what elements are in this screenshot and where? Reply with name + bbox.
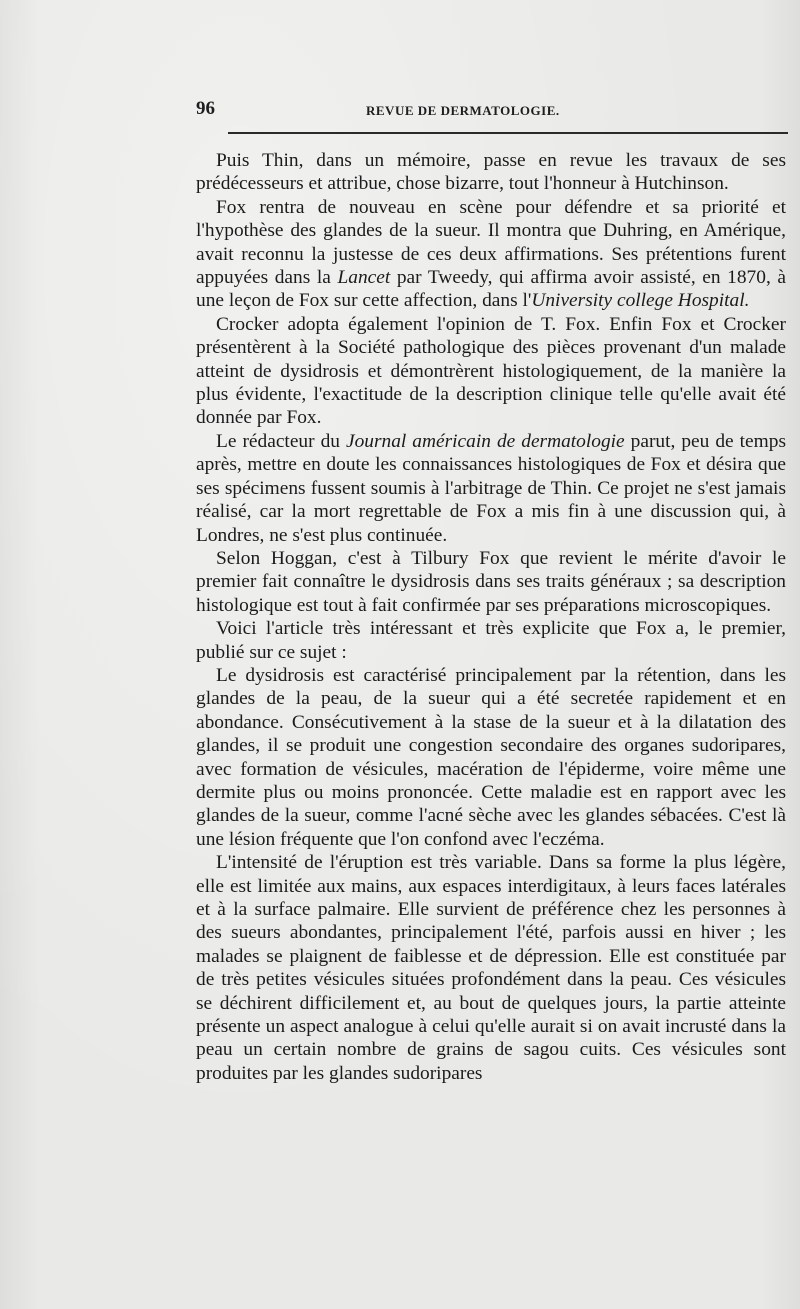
running-head xyxy=(196,98,786,124)
body-text xyxy=(196,149,786,1085)
paragraph-2-text-a: Fox rentra de nouveau en scène pour défendre et sa priorité et l'hypothèse des glandes de la sueur. Il montra que Duhring, en Amérique, avait reconnu la justesse de ces deux affirmations. Ses prétentions furent appuyées dans la xyxy=(196,196,786,289)
paragraph-8: L'intensité de l'éruption est très variable. Dans sa forme la plus légère, elle est limitée aux mains, aux espaces interdigitaux, à leurs faces latérales et à la surface palmaire. Elle survient de préférence chez les personnes à des sueurs abondantes, principalement l'été, parfois aussi en hiver ; les malades se plaignent de faiblesse et de dépression. Elle est constituée par de très petites vésicules situées profondément dans la peau. Ces vésicules se déchirent difficilement et, au bout de quelques jours, la partie atteinte présente un aspect analogue à celui qu'elle aurait si on avait incrusté dans la peau un certain nombre de grains de sagou cuits. Ces vésicules sont produites par les glandes sudoripares xyxy=(196,852,786,1084)
paragraph-2-text-b: par Tweedy, qui affirma avoir assisté, en 1870, à une leçon de Fox sur cette affection, dans l' xyxy=(196,267,786,312)
paragraph-4-text-b: parut, peu de temps après, mettre en doute les connaissances histologiques de Fox et désira que ses spécimens fussent soumis à l'arbitrage de Thin. Ce projet ne s'est jamais réalisé, car la mort regrettable de Fox a mis fin à une discussion qui, à Londres, ne s'est plus continuée. xyxy=(196,430,786,546)
lancet-title: Lancet xyxy=(337,267,391,289)
paragraph-1: Puis Thin, dans un mémoire, passe en revue les travaux de ses prédécesseurs et attribue, chose bizarre, tout l'honneur à Hutchinson. xyxy=(196,150,786,195)
paragraph-5: Selon Hoggan, c'est à Tilbury Fox que revient le mérite d'avoir le premier fait connaître le dysidrosis dans ses traits généraux ; sa description histologique est tout à fait confirmée par ses préparations microscopiques. xyxy=(196,547,786,616)
journal-title: REVUE DE DERMATOLOGIE. xyxy=(366,103,560,118)
paragraph-6: Voici l'article très intéressant et très explicite que Fox a, le premier, publié sur ce sujet : xyxy=(196,618,786,663)
paragraph-4 xyxy=(196,430,786,547)
hospital-name: University college Hospital. xyxy=(531,290,750,312)
header-rule xyxy=(228,132,788,134)
journal-name: Journal américain de dermatologie xyxy=(345,430,625,452)
paragraph-7: Le dysidrosis est caractérisé principalement par la rétention, dans les glandes de la peau, de la sueur qui a été secretée rapidement et en abondance. Consécutivement à la stase de la sueur et à la dilatation des glandes, il se produit une congestion secondaire des organes sudoripares, avec formation de vésicules, macération de l'épiderme, voire même une dermite plus ou moins prononcée. Cette maladie est en rapport avec les glandes de la sueur, comme l'acné sèche avec les glandes sébacées. C'est là une lésion fréquente que l'on confond avec l'eczéma. xyxy=(196,664,786,850)
paragraph-4-text-a: Le rédacteur du xyxy=(216,430,346,452)
page-number: 96 xyxy=(196,98,215,119)
paragraph-2 xyxy=(196,196,786,313)
paragraph-3: Crocker adopta également l'opinion de T. Fox. Enfin Fox et Crocker présentèrent à la Société pathologique des pièces provenant d'un malade atteint de dysidrosis et démontrèrent histologiquement, de la manière la plus évidente, l'exactitude de la description clinique telle qu'elle avait été donnée par Fox. xyxy=(196,313,786,429)
